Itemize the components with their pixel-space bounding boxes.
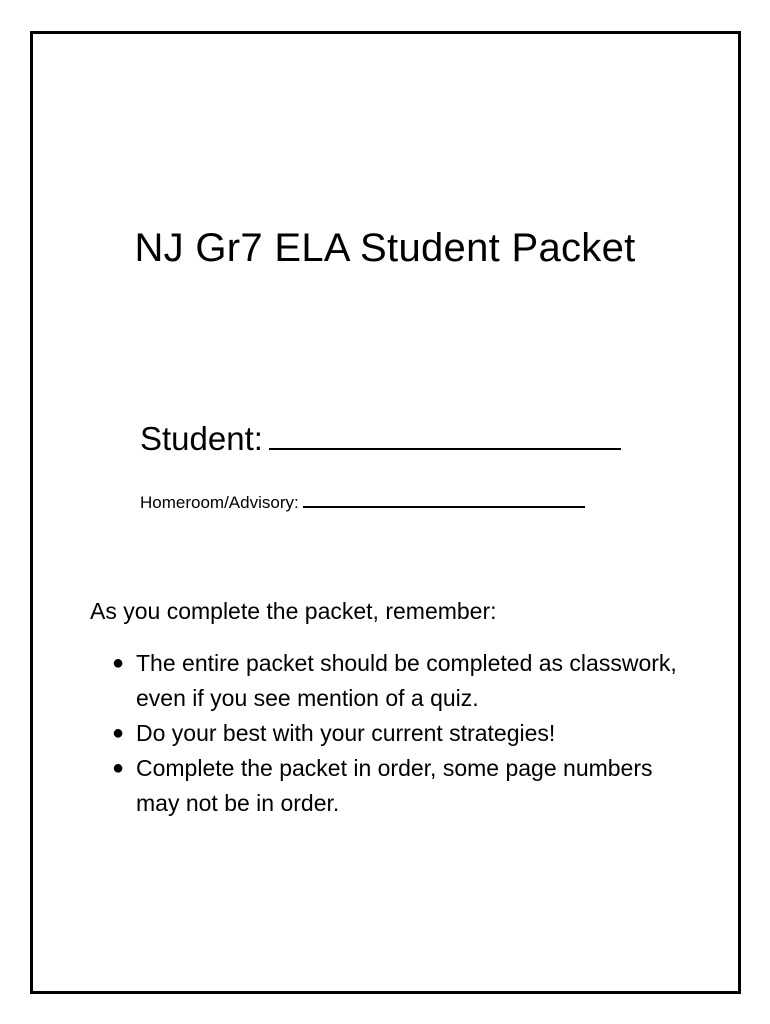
bullet-icon: ● xyxy=(112,757,125,779)
bullet-icon: ● xyxy=(112,652,125,674)
reminder-intro: As you complete the packet, remember: xyxy=(90,598,497,624)
homeroom-label: Homeroom/Advisory: xyxy=(140,493,299,512)
list-item xyxy=(108,716,688,751)
reminder-text: Complete the packet in order, some page numbers may not be in order. xyxy=(136,755,653,816)
student-label: Student: xyxy=(140,420,263,457)
reminder-text: The entire packet should be completed as classwork, even if you see mention of a quiz. xyxy=(136,650,677,711)
student-field xyxy=(140,414,621,461)
reminder-text: Do your best with your current strategies! xyxy=(136,720,556,746)
list-item xyxy=(108,751,688,821)
homeroom-field xyxy=(140,488,585,515)
packet-title: NJ Gr7 ELA Student Packet xyxy=(134,226,636,270)
reminder-list xyxy=(108,646,688,821)
list-item xyxy=(108,646,688,716)
student-blank-line xyxy=(269,414,621,450)
homeroom-blank-line xyxy=(303,488,585,508)
bullet-icon: ● xyxy=(112,722,125,744)
